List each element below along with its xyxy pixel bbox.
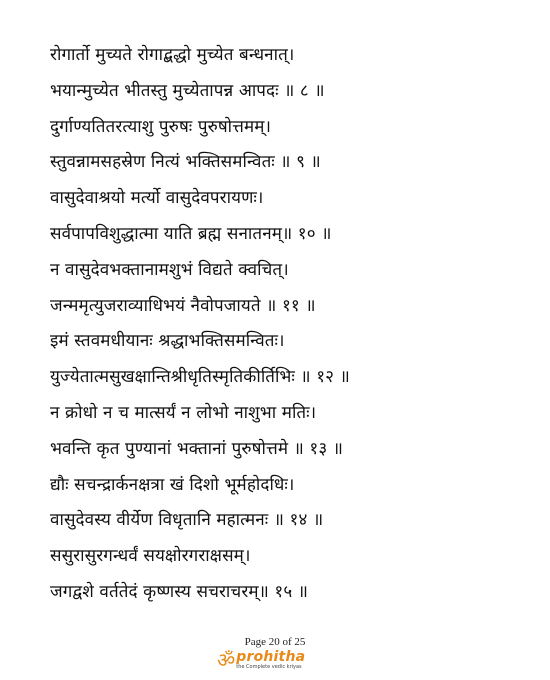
- verse-line: भयान्मुच्येत भीतस्तु मुच्येतापन्न आपदः ॥ ८ ॥: [50, 80, 325, 101]
- prohitha-logo: [217, 650, 337, 676]
- page-number: Page 20 of 25: [244, 636, 306, 648]
- logo-text-block: [236, 650, 305, 670]
- om-symbol-icon: ॐ: [217, 648, 236, 672]
- verse-line: द्यौः सचन्द्रार्कनक्षत्रा खं दिशो भूर्महोदधिः।: [50, 474, 295, 495]
- verse-line: रोगार्तो मुच्यते रोगाद्बद्धो मुच्येत बन्धनात्।: [50, 45, 295, 65]
- verse-line: इमं स्तवमधीयानः श्रद्धाभक्तिसमन्वितः।: [50, 331, 285, 352]
- verse-line: न क्रोधो न च मात्सर्यं न लोभो नाशुभा मतिः।: [50, 402, 317, 423]
- verse-line: वासुदेवाश्रयो मर्त्यो वासुदेवपरायणः।: [50, 188, 264, 209]
- verse-line: वासुदेवस्य वीर्येण विधृतानि महात्मनः ॥ १४ ॥: [50, 510, 324, 531]
- logo-brand-name: prohitha: [236, 649, 306, 665]
- verse-line: जन्ममृत्युजराव्याधिभयं नैवोपजायते ॥ ११ ॥: [50, 295, 316, 316]
- verse-line: युज्येतात्मसुखक्षान्तिश्रीधृतिस्मृतिकीर्तिभिः ॥ १२ ॥: [50, 367, 350, 388]
- verse-line: न वासुदेवभक्तानामशुभं विद्यते क्वचित्।: [50, 259, 289, 280]
- verse-line: भवन्ति कृत पुण्यानां भक्तानां पुरुषोत्तमे ॥ १३ ॥: [50, 438, 344, 459]
- verse-text-block: [50, 38, 520, 611]
- logo-tagline: the Complete vedic kriyas: [236, 664, 302, 670]
- verse-line: स्तुवन्नामसहस्रेण नित्यं भक्तिसमन्वितः ॥ ९ ॥: [50, 152, 321, 173]
- verse-line: जगद्वशे वर्ततेदं कृष्णस्य सचराचरम्॥ १५ ॥: [50, 581, 309, 602]
- verse-line: दुर्गाण्यतितरत्याशु पुरुषः पुरुषोत्तमम्।: [50, 116, 272, 137]
- verse-line: सर्वपापविशुद्धात्मा याति ब्रह्म सनातनम्॥ १० ॥: [50, 223, 332, 244]
- verse-line: ससुरासुरगन्धर्वं सयक्षोरगराक्षसम्।: [50, 546, 251, 567]
